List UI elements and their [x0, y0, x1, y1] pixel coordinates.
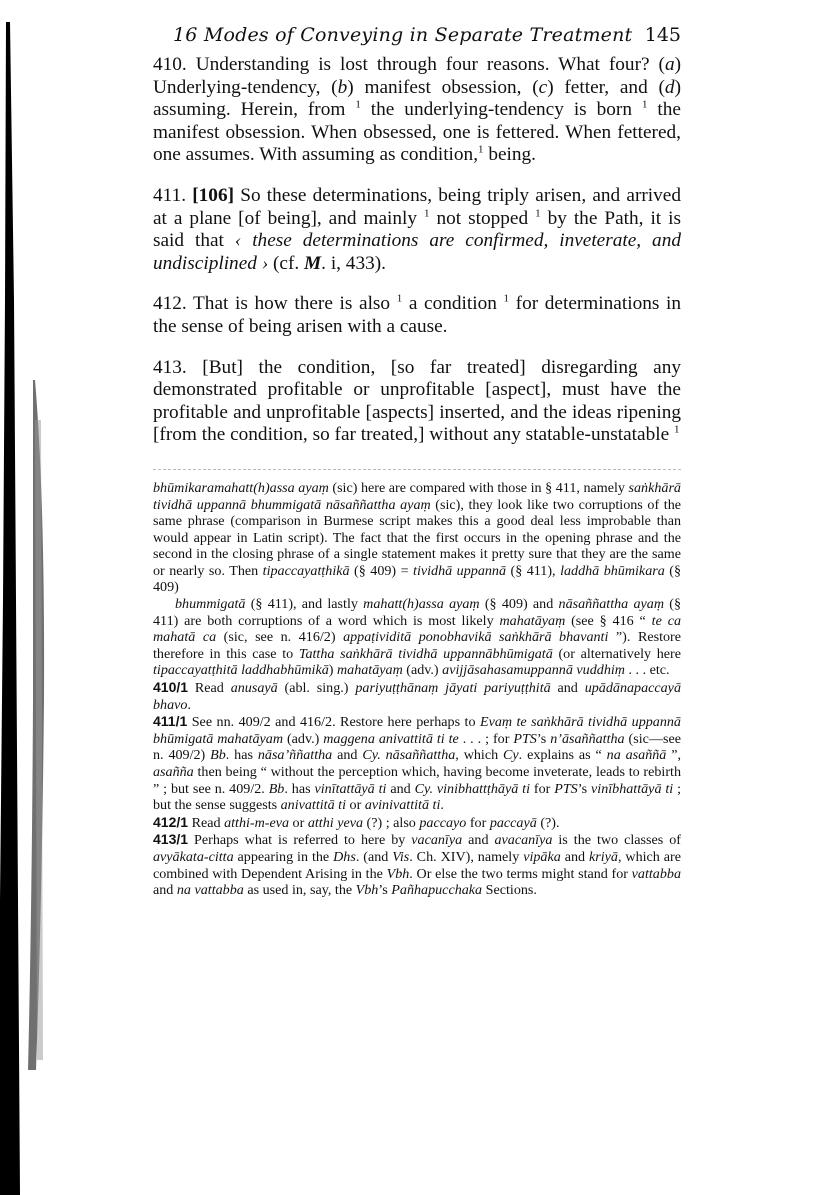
footnote-continuation [153, 480, 681, 596]
footnote-marker: 1 [424, 207, 430, 220]
text-run: na vattabba [176, 882, 244, 899]
footnote-label: 412/1 [153, 813, 189, 830]
text-run: Pañhapucchaka [391, 882, 483, 899]
text-run: . [440, 797, 444, 814]
text-run: then being “ without the perception which, having become inveterate, leads to rebirth ” ; but see n. 409/2. [153, 764, 681, 797]
text-run: So these determinations, being triply arisen, and arrived at a plane [of being], and mainly [153, 184, 681, 229]
text-run: (see § 416 “ [565, 612, 652, 629]
text-run: (§ 411), and lastly [245, 596, 364, 613]
text-run: (sic) here are compared with those in § 411, namely [328, 479, 629, 496]
text-run: . i, 433). [321, 252, 386, 274]
text-run: Perhaps what is referred to here by [188, 832, 412, 849]
text-run: paccayā [489, 814, 537, 831]
text-run: c [538, 76, 548, 98]
text-run: . . . ; for [458, 730, 514, 747]
text-run: ”, [666, 747, 681, 764]
text-run: (§ 409) [153, 562, 682, 596]
text-run: as used in, say, the [243, 882, 356, 899]
text-run: tividhā uppannā [413, 562, 507, 579]
text-run: the underlying-tendency is born [360, 99, 642, 121]
text-run: vinībhattāyā ti [591, 780, 674, 797]
text-run: (§ 411), [506, 562, 561, 579]
footnote-label: 410/1 [153, 679, 189, 696]
text-run: (cf. [268, 252, 305, 274]
footnote-marker: 1 [535, 207, 541, 220]
text-run: Bb [268, 780, 285, 797]
text-run: mahatt(h)assa ayaṃ [363, 596, 480, 613]
text-run: Bb [210, 747, 226, 764]
text-run: Vis [392, 848, 410, 865]
text-run: nāsa’ññattha [257, 747, 333, 764]
text-run: . (and [355, 848, 393, 865]
footnote-marker: 1 [478, 143, 484, 156]
text-run: 411. [153, 184, 193, 206]
book-page [153, 24, 681, 899]
footnote-marker: 1 [503, 292, 510, 305]
text-run: (sic), they look like two corruptions of the same phrase (comparison in Burmese script makes this a good deal less improbable than would appear in Latin script). The fact that the first occurs in the opening phrase and the second in the closing phrase of a single statement makes it pretty sure that they are the same or nearly so. Then [153, 496, 681, 579]
text-run: and [560, 848, 589, 865]
text-run: Sections. [482, 882, 537, 899]
footnote-410-1 [153, 679, 681, 713]
text-run: a condition [402, 293, 504, 315]
footnote-label: 413/1 [153, 831, 189, 848]
footnote-marker: 1 [641, 98, 648, 111]
running-title: 16 Modes of Conveying in Separate Treatment [173, 24, 633, 46]
text-run: ‹ these determinations are confirmed, inveterate, and undisciplined › [153, 230, 681, 274]
text-run: and [153, 882, 177, 899]
text-run: d [664, 76, 675, 98]
text-run: appearing in the [233, 848, 334, 865]
text-run: Evaṃ te saṅkhārā tividhā uppannā bhūmigatā mahatāyam [153, 714, 681, 747]
text-run: paccayo [419, 814, 467, 831]
text-run: laddhā bhūmikara [560, 562, 665, 579]
text-run: tipaccayatṭhikā [262, 562, 350, 579]
text-run: and [386, 780, 415, 797]
text-run: (§ 411) are both corruptions of a word which is most likely [153, 596, 681, 629]
text-run: . explains as “ [518, 747, 607, 764]
text-run: ) assuming. Herein, from [153, 76, 681, 121]
text-run: avacanīya [494, 832, 553, 849]
footnote-marker: 1 [673, 423, 680, 436]
text-run: (adv.) [283, 730, 324, 747]
text-run: is the two classes of [552, 832, 681, 849]
text-run: or [346, 797, 365, 814]
text-run: atthi-m-eva [224, 814, 290, 831]
text-run: or [289, 814, 308, 831]
text-run: . Ch. XIV), namely [409, 848, 524, 865]
text-run: ’s [577, 780, 592, 797]
text-run: (sic, see n. 416/2) [216, 629, 344, 646]
text-run: vattabba [631, 865, 681, 882]
text-run: anivattitā ti [280, 797, 347, 814]
text-run: and [332, 747, 363, 764]
text-run: . [187, 696, 191, 713]
text-run: b [337, 76, 348, 98]
text-run: na asaññā [606, 747, 667, 764]
text-run: ’s [536, 730, 551, 747]
text-run: pariyuṭṭhānaṃ jāyati pariyuṭṭhitā [355, 680, 551, 697]
text-run: . . . etc. [624, 662, 670, 679]
footnote-411-1 [153, 713, 681, 814]
text-run: bhummigatā [175, 596, 246, 613]
footnote-label: 411/1 [153, 713, 188, 730]
text-run: Cy. nāsaññattha [362, 747, 456, 764]
text-run: saṅkhārā tividhā uppannā bhummigatā nāsaññattha ayaṃ [153, 479, 681, 513]
page-number: 145 [644, 24, 681, 46]
text-run: appaṭividitā ponobhavikā saṅkhārā bhavanti [343, 629, 609, 646]
text-run: mahatāyaṃ [336, 662, 403, 679]
text-run: the manifest obsession. When obsessed, one is fettered. When fettered, one assumes. With assuming as condition, [153, 99, 681, 166]
text-run: atthi yeva [307, 814, 364, 831]
footnote-marker: 1 [355, 98, 361, 111]
text-run: (abl. sing.) [277, 680, 356, 697]
text-run: avijjāsahasamuppannā vuddhiṃ [442, 662, 625, 679]
text-run: kriyā [588, 848, 618, 865]
paragraph-411 [153, 185, 681, 275]
text-run: Cy. vinibhattṭhāyā ti [414, 780, 531, 797]
text-run: ; but the sense suggests [153, 780, 682, 814]
text-run: (?). [536, 814, 560, 831]
footnote-413-1 [153, 831, 681, 898]
text-run: a [664, 54, 675, 75]
text-run: asañña [153, 764, 194, 780]
text-run: (adv.) [402, 662, 443, 679]
text-run: ) [328, 662, 337, 679]
text-run: See nn. 409/2 and 416/2. Restore here perhaps to [187, 714, 480, 731]
text-run: ) fetter, and ( [547, 76, 665, 98]
text-run: te ca mahatā ca [153, 612, 682, 646]
text-run: tipaccayatṭhitā laddhabhūmikā [153, 662, 329, 679]
text-run: Vbh [355, 882, 379, 899]
text-run: Cy [503, 747, 519, 764]
text-run: ) Underlying-tendency, ( [153, 54, 681, 98]
text-run: (or alternatively here [552, 645, 682, 662]
text-run: Read [188, 680, 231, 697]
text-run: Dhs [333, 848, 356, 865]
text-run: being. [483, 144, 536, 166]
text-run: . has [284, 780, 315, 797]
paragraph-412 [153, 293, 681, 338]
text-run: (§ 409) and [479, 596, 559, 613]
text-run: (?) ; also [363, 814, 420, 831]
text-run: vinītattāyā ti [314, 780, 387, 797]
text-run: PTS [513, 730, 537, 747]
text-run: anusayā [230, 680, 278, 697]
text-run: avinivattitā ti [364, 797, 441, 814]
footnote-separator [153, 469, 681, 471]
text-run: upādānapaccayā bhavo [153, 680, 681, 713]
text-run: for determinations in the sense of being arisen with a cause. [153, 293, 681, 337]
text-run: Vbh [386, 865, 410, 882]
text-run: ’s [378, 882, 392, 899]
footnotes [153, 480, 681, 899]
text-run: M [304, 252, 322, 274]
paragraph-413 [153, 357, 681, 447]
text-run: and [550, 680, 585, 697]
text-run: nāsaññattha ayaṃ [558, 596, 664, 613]
text-run: PTS [554, 780, 578, 797]
footnote-marker: 1 [396, 292, 403, 305]
text-run: by the Path, it is said that [153, 207, 681, 252]
text-run: 413. [But] the condition, [so far treated] disregarding any demonstrated profitable or unprofitable [aspect], must have the profitable and unprofitable [aspects] inserted, and the ideas ripening [from the condition, so far treated,] without any statable-unstatable [153, 356, 681, 446]
text-run: ( [658, 54, 665, 75]
text-run: and [462, 832, 495, 849]
text-run: vacanīya [411, 832, 463, 849]
text-run: Tattha saṅkhārā tividhā uppannābhūmigatā [298, 645, 553, 662]
text-run: [106] [192, 184, 235, 206]
text-run: , which are combined with Dependent Arising in the [153, 848, 681, 882]
text-run: , which [455, 747, 504, 764]
text-run: avyākata-citta [153, 848, 234, 865]
text-run: vipāka [523, 848, 561, 865]
text-run: ”). Restore therefore in this case to [153, 629, 681, 662]
text-run: 410. Understanding is lost through four reasons. What four? [153, 54, 659, 75]
text-run: . Or else the two terms might stand for [409, 865, 632, 882]
text-run: mahatāyaṃ [499, 612, 566, 629]
footnote-412-1 [153, 814, 681, 832]
text-run: Read [188, 814, 225, 831]
text-run: bhūmikaramahatt(h)assa ayaṃ [153, 479, 329, 496]
text-run: (sic—see n. 409/2) [153, 730, 681, 764]
text-run: ) manifest obsession, ( [347, 76, 539, 98]
text-run: maggena anivattitā ti te [323, 730, 459, 747]
paragraph-410 [153, 54, 681, 167]
text-run: for [466, 814, 490, 831]
text-run: . has [225, 747, 258, 764]
text-run: n’āsaññattha [550, 730, 625, 747]
running-head [153, 24, 681, 54]
text-run: (§ 409) = [349, 562, 414, 579]
text-run: for [530, 780, 555, 797]
body-text [153, 54, 681, 447]
text-run: not stopped [429, 207, 536, 229]
text-run: 412. That is how there is also [153, 293, 397, 315]
footnote-continuation [153, 596, 681, 679]
